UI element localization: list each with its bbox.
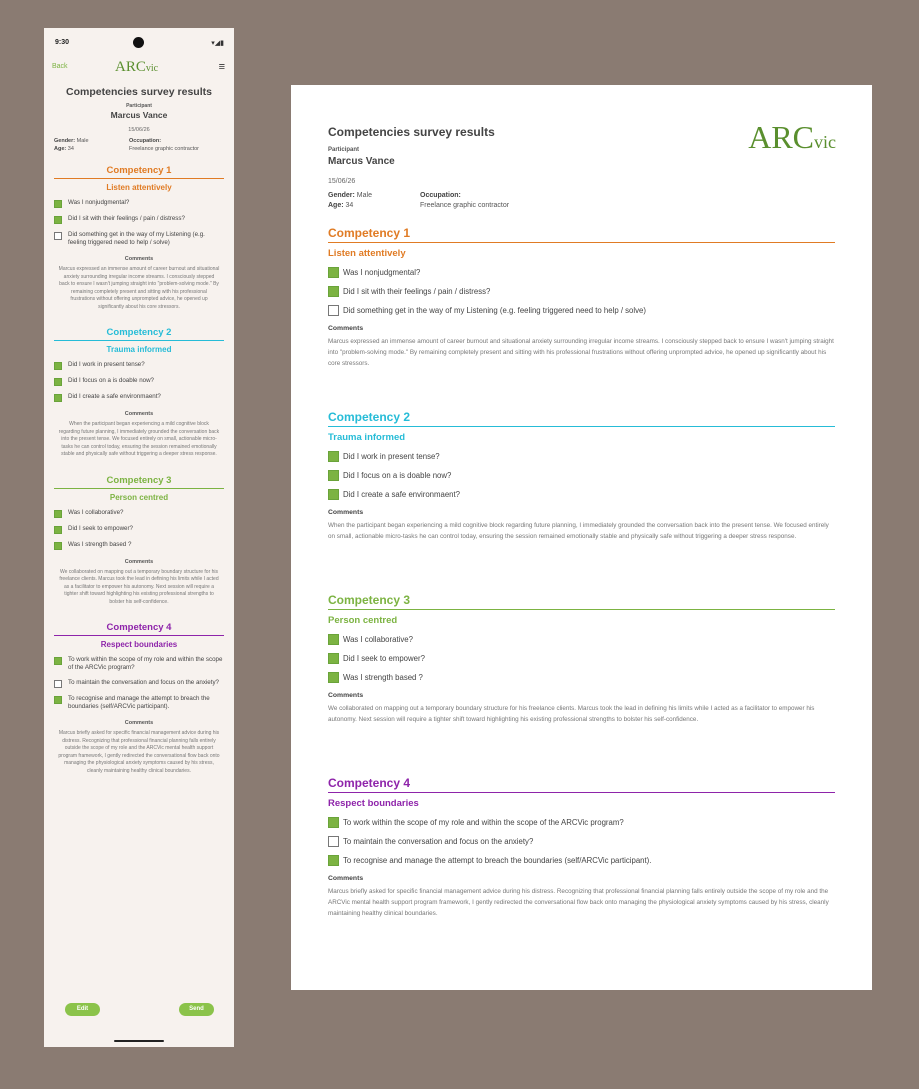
competency-title: Competency 4 <box>54 622 224 636</box>
logo-arc: ARC <box>748 119 814 155</box>
status-icons: ▾◢▮ <box>211 40 224 47</box>
comments-text: Marcus briefly asked for specific financial management advice during his distress. Recognizing that professional financial planning falls entirely outside the scope of my role and the ARCVic mental health support program framework, I gently redirected the conversational flow back onto managing the physiological anxiety symptoms caused by his stress, cleanly maintaining healthy clinical boundaries. <box>328 888 829 917</box>
checkbox[interactable] <box>54 680 62 688</box>
checklist-item <box>328 285 835 297</box>
checklist-item <box>54 695 224 711</box>
competency-section <box>54 475 224 607</box>
document-title: Competencies survey results <box>328 125 495 139</box>
checkbox <box>328 305 339 316</box>
competency-title: Competency 1 <box>54 165 224 179</box>
checklist-item-label: To recognise and manage the attempt to breach the boundaries (self/ARCVic participant). <box>343 855 652 865</box>
checklist-item-label: Was I strength based ? <box>68 540 132 548</box>
checkbox[interactable] <box>54 378 62 386</box>
checklist-item-label: Was I collaborative? <box>68 508 124 516</box>
send-button[interactable]: Send <box>179 1003 214 1016</box>
checklist-item <box>54 215 224 224</box>
checklist-item-label: Was I nonjudgmental? <box>68 199 130 206</box>
checkbox[interactable] <box>54 216 62 224</box>
comments-text: Marcus expressed an immense amount of career burnout and situational anxiety surrounding irregular income streams. I consciously stepped back to ensure I wasn't jumping straight into "problem-solving mode." By remaining completely present and sitting with his professional frustrations without offering unprompted advice, he opened up significantly about his core stressors. <box>58 266 220 310</box>
checklist-item-label: Did I focus on a is doable now? <box>343 470 452 480</box>
phone-competencies <box>54 165 224 775</box>
competency-section <box>328 776 835 919</box>
comments-label: Comments <box>124 558 154 565</box>
participant-details <box>54 137 224 153</box>
checkbox <box>328 286 339 297</box>
menu-icon[interactable]: ≡ <box>218 61 225 73</box>
checklist-item-label: Was I strength based ? <box>343 672 423 682</box>
competency-title: Competency 4 <box>328 776 835 793</box>
checklist-item-label: Was I collaborative? <box>343 634 413 644</box>
checklist-item-label: To maintain the conversation and focus on the anxiety? <box>68 679 220 686</box>
checklist-item <box>54 393 224 402</box>
checkbox <box>328 855 339 866</box>
checklist-item <box>54 509 224 518</box>
checklist-item <box>328 835 835 847</box>
competency-title: Competency 3 <box>54 475 224 489</box>
checklist-item-label: To work within the scope of my role and within the scope of the ARCVic program? <box>68 656 223 671</box>
occupation-label: Occupation: <box>420 192 461 199</box>
age-label: Age: <box>54 146 67 152</box>
logo-vic: vic <box>814 132 836 152</box>
competency-title: Competency 2 <box>328 410 835 427</box>
competency-subtitle: Trauma informed <box>328 432 406 443</box>
comments-label: Comments <box>124 411 154 417</box>
checkbox[interactable] <box>54 394 62 402</box>
occupation-value: Freelance graphic contractor <box>420 202 510 209</box>
checklist-item-label: Did I seek to empower? <box>343 653 425 663</box>
comments-text: Marcus briefly asked for specific financial management advice during his distress. Recognizing that professional financial planning falls entirely outside the scope of my role and the ARCVic mental health support program framework, I gently redirected the conversational flow back onto managing the physiological anxiety symptoms caused by his stress, cleanly maintaining healthy clinical boundaries. <box>58 730 220 774</box>
checklist-item <box>328 633 835 645</box>
checklist-item <box>328 854 835 866</box>
gender-value: Male <box>356 192 372 199</box>
checklist-item-label: Did I seek to empower? <box>68 524 133 532</box>
competency-title: Competency 2 <box>54 327 224 341</box>
gender-label: Gender: <box>54 138 76 144</box>
participant-name: Marcus Vance <box>328 156 395 167</box>
participant-details <box>328 191 835 211</box>
edit-button[interactable]: Edit <box>65 1003 100 1016</box>
checklist-item <box>328 304 835 316</box>
comments-text: We collaborated on mapping out a temporary boundary structure for his freelance clients. Marcus took the lead in defining his limits while I acted as a facilitator to empower his autonomy. Next session will require a tighter shift toward highlighting his existing professional strengths to bolster his self-confidence. <box>328 705 815 723</box>
checklist-item-label: To maintain the conversation and focus on the anxiety? <box>343 836 534 846</box>
checklist-item <box>54 525 224 534</box>
checklist-item-label: To work within the scope of my role and within the scope of the ARCVic program? <box>343 817 624 827</box>
document-header <box>328 125 835 211</box>
checkbox[interactable] <box>54 542 62 550</box>
checklist-item <box>54 656 224 672</box>
top-nav <box>44 58 234 78</box>
checkbox <box>328 653 339 664</box>
competency-section <box>328 226 835 369</box>
checklist-item-label: Did I work in present tense? <box>343 451 440 461</box>
checklist-item-label: Did something get in the way of my Listening (e.g. feeling triggered need to help / solve) <box>343 305 646 315</box>
competency-section <box>328 593 835 725</box>
age-value: 34 <box>345 202 354 209</box>
checklist-item <box>328 652 835 664</box>
checklist-item-label: To recognise and manage the attempt to breach the boundaries (self/ARCVic participant). <box>68 695 210 710</box>
competency-section <box>54 622 224 775</box>
competency-subtitle: Listen attentively <box>328 248 406 259</box>
checklist-item-label: Did I work in present tense? <box>68 361 145 368</box>
comments-label: Comments <box>328 509 364 516</box>
comments-text: When the participant began experiencing a mild cognitive block regarding future planning, I immediately grounded the conversation back into the present tense. We focused entirely on small, actionable micro-tasks he can control today, ensuring the session remained emotionally stable and physically safe without triggering a deeper stress response. <box>58 421 220 457</box>
comments-text: We collaborated on mapping out a temporary boundary structure for his freelance clients. Marcus took the lead in defining his limits while I acted as a facilitator to empower his autonomy. Next session will require a tighter shift toward highlighting his existing professional strengths to bolster his self-confidence. <box>59 568 219 605</box>
back-button[interactable]: Back <box>52 63 68 70</box>
checklist-item <box>54 231 224 247</box>
comments-text: Marcus expressed an immense amount of career burnout and situational anxiety surrounding irregular income streams. I consciously stepped back to ensure I wasn't jumping straight into "problem-solving mode." By remaining completely present and sitting with his professional frustrations without offering unprompted advice, he opened up significantly about his core stressors. <box>328 338 834 367</box>
status-time: 9:30 <box>55 39 70 46</box>
checklist-item <box>328 450 835 462</box>
report-document <box>291 85 872 990</box>
phone-report <box>44 86 234 775</box>
checklist-item <box>54 377 224 386</box>
age-label: Age: <box>328 202 344 209</box>
checklist-item <box>328 469 835 481</box>
checklist-item-label: Was I nonjudgmental? <box>343 267 421 277</box>
checklist-item <box>328 671 835 683</box>
checkbox <box>328 836 339 847</box>
checkbox[interactable] <box>54 200 62 208</box>
occupation-label: Occupation: <box>129 138 162 144</box>
competency-title: Competency 1 <box>328 226 835 243</box>
competency-subtitle: Person centred <box>328 615 398 626</box>
competency-subtitle: Trauma informed <box>106 345 172 354</box>
checkbox[interactable] <box>54 526 62 534</box>
logo-arc: ARC <box>115 59 146 75</box>
occupation-value: Freelance graphic contractor <box>129 146 200 152</box>
checkbox[interactable] <box>54 362 62 370</box>
competency-section <box>54 165 224 311</box>
checklist-item-label: Did I create a safe environmaent? <box>343 489 461 499</box>
checklist-item-label: Did I create a safe environmaent? <box>68 393 161 400</box>
checklist-item-label: Did I sit with their feelings / pain / distress? <box>68 215 185 222</box>
checkbox <box>328 489 339 500</box>
checklist-item-label: Did something get in the way of my Listening (e.g. feeling triggered need to help / solve) <box>68 231 205 246</box>
checklist-item <box>54 541 224 550</box>
competency-subtitle: Listen attentively <box>106 183 172 192</box>
checkbox[interactable] <box>54 510 62 518</box>
checklist-item <box>328 488 835 500</box>
survey-date: 15/06/26 <box>128 127 150 133</box>
gender-value: Male <box>76 138 89 144</box>
checklist-item <box>54 679 224 688</box>
checkbox <box>328 634 339 645</box>
competency-subtitle: Respect boundaries <box>100 640 178 649</box>
participant-label: Participant <box>328 147 360 153</box>
competency-section <box>54 327 224 459</box>
phone-screen <box>44 28 234 1047</box>
comments-label: Comments <box>124 256 154 262</box>
checkbox <box>328 672 339 683</box>
comments-label: Comments <box>124 720 154 726</box>
comments-text: When the participant began experiencing a mild cognitive block regarding future planning, I immediately grounded the conversation back into the present tense. We focused entirely on small, actionable micro-tasks he can control today, ensuring the session remained emotionally stable and physically safe without triggering a deeper stress response. <box>328 522 829 540</box>
comments-label: Comments <box>328 692 364 699</box>
competency-section <box>328 410 835 542</box>
checklist-item-label: Did I sit with their feelings / pain / distress? <box>343 286 491 296</box>
competency-subtitle: Respect boundaries <box>328 798 419 809</box>
checkbox <box>328 267 339 278</box>
gender-label: Gender: <box>328 192 355 199</box>
checkbox <box>328 451 339 462</box>
comments-label: Comments <box>328 325 364 332</box>
competency-title: Competency 3 <box>328 593 835 610</box>
status-bar <box>44 28 234 56</box>
checklist-item-label: Did I focus on a is doable now? <box>68 377 154 384</box>
participant-label: Participant <box>126 103 152 109</box>
competency-subtitle: Person centred <box>109 492 169 502</box>
survey-date: 15/06/26 <box>328 178 356 185</box>
checklist-item <box>328 816 835 828</box>
logo-vic: vic <box>145 63 159 74</box>
checkbox <box>328 817 339 828</box>
age-value: 34 <box>67 146 74 152</box>
checklist-item <box>54 199 224 208</box>
checklist-item <box>54 361 224 370</box>
camera-cutout <box>133 37 144 48</box>
page-title: Competencies survey results <box>66 86 212 98</box>
checkbox[interactable] <box>54 696 62 704</box>
checkbox[interactable] <box>54 232 62 240</box>
arcvic-logo <box>115 59 158 76</box>
participant-name: Marcus Vance <box>110 110 168 120</box>
checklist-item <box>328 266 835 278</box>
comments-label: Comments <box>328 875 364 882</box>
checkbox <box>328 470 339 481</box>
checkbox[interactable] <box>54 657 62 665</box>
home-indicator <box>114 1040 164 1042</box>
